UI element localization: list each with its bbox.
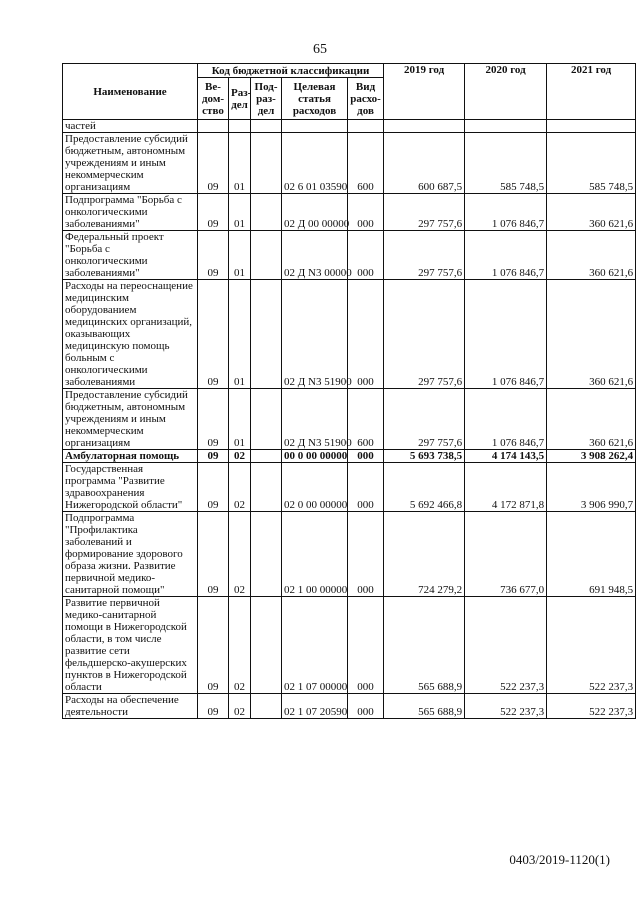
- cell-2020: 4 174 143,5: [465, 450, 547, 463]
- cell-vedomstvo: [198, 120, 229, 133]
- cell-vedomstvo: 09: [198, 694, 229, 719]
- cell-razdel: 01: [229, 231, 251, 280]
- table-row: [63, 194, 636, 231]
- cell-target-item: 02 Д N3 00000: [282, 231, 348, 280]
- table-row: [63, 597, 636, 694]
- cell-name: Развитие первичной медико-санитарной помощи в Нижегородской области, в том числе развитие сети фельдшерско-акушерских пунктов в Нижегородской области: [63, 597, 198, 694]
- cell-podrazdel: [251, 694, 282, 719]
- cell-vedomstvo: 09: [198, 231, 229, 280]
- cell-podrazdel: [251, 450, 282, 463]
- cell-2020: 1 076 846,7: [465, 280, 547, 389]
- cell-2020: 1 076 846,7: [465, 194, 547, 231]
- cell-expense-type: 000: [348, 463, 384, 512]
- cell-razdel: 01: [229, 280, 251, 389]
- cell-expense-type: 000: [348, 450, 384, 463]
- cell-target-item: 02 1 07 20590: [282, 694, 348, 719]
- cell-2021: 691 948,5: [547, 512, 636, 597]
- cell-razdel: 02: [229, 597, 251, 694]
- cell-target-item: 02 1 07 00000: [282, 597, 348, 694]
- header-podrazdel: Под- раз- дел: [251, 78, 282, 120]
- cell-razdel: [229, 120, 251, 133]
- document-code: 0403/2019-1120(1): [509, 852, 610, 867]
- cell-podrazdel: [251, 194, 282, 231]
- header-razdel: Раз- дел: [229, 78, 251, 120]
- cell-2021: 585 748,5: [547, 133, 636, 194]
- cell-2021: 522 237,3: [547, 694, 636, 719]
- cell-2019: 5 692 466,8: [384, 463, 465, 512]
- cell-2021: [547, 120, 636, 133]
- cell-expense-type: 000: [348, 231, 384, 280]
- cell-2021: 3 908 262,4: [547, 450, 636, 463]
- cell-2021: 360 621,6: [547, 280, 636, 389]
- cell-2020: 585 748,5: [465, 133, 547, 194]
- cell-2019: 724 279,2: [384, 512, 465, 597]
- cell-target-item: 02 Д N3 51900: [282, 280, 348, 389]
- cell-vedomstvo: 09: [198, 389, 229, 450]
- cell-razdel: 02: [229, 512, 251, 597]
- cell-name: частей: [63, 120, 198, 133]
- header-code-group: Код бюджетной классификации: [198, 64, 384, 78]
- cell-2020: 1 076 846,7: [465, 231, 547, 280]
- cell-podrazdel: [251, 133, 282, 194]
- cell-razdel: 01: [229, 389, 251, 450]
- cell-vedomstvo: 09: [198, 133, 229, 194]
- cell-target-item: 00 0 00 00000: [282, 450, 348, 463]
- cell-2019: [384, 120, 465, 133]
- cell-expense-type: 000: [348, 512, 384, 597]
- table-row: [63, 694, 636, 719]
- header-year-2019: 2019 год: [384, 64, 465, 120]
- cell-target-item: 02 6 01 03590: [282, 133, 348, 194]
- cell-2019: 600 687,5: [384, 133, 465, 194]
- cell-razdel: 02: [229, 450, 251, 463]
- cell-podrazdel: [251, 231, 282, 280]
- table-row: [63, 133, 636, 194]
- table-row: [63, 280, 636, 389]
- cell-name: Подпрограмма "Профилактика заболеваний и формирование здорового образа жизни. Развитие первичной медико-санитарной помощи": [63, 512, 198, 597]
- cell-2021: 360 621,6: [547, 389, 636, 450]
- cell-vedomstvo: 09: [198, 597, 229, 694]
- cell-podrazdel: [251, 389, 282, 450]
- cell-2020: 1 076 846,7: [465, 389, 547, 450]
- cell-razdel: 01: [229, 194, 251, 231]
- cell-target-item: [282, 120, 348, 133]
- cell-vedomstvo: 09: [198, 463, 229, 512]
- table-row: [63, 512, 636, 597]
- table-row: [63, 231, 636, 280]
- cell-2019: 297 757,6: [384, 231, 465, 280]
- cell-2020: 736 677,0: [465, 512, 547, 597]
- cell-expense-type: 600: [348, 133, 384, 194]
- cell-name: Амбулаторная помощь: [63, 450, 198, 463]
- cell-2019: 5 693 738,5: [384, 450, 465, 463]
- cell-2020: 522 237,3: [465, 597, 547, 694]
- cell-name: Предоставление субсидий бюджетным, автономным учреждениям и иным некоммерческим организациям: [63, 133, 198, 194]
- cell-vedomstvo: 09: [198, 450, 229, 463]
- cell-expense-type: 000: [348, 280, 384, 389]
- cell-2021: 360 621,6: [547, 194, 636, 231]
- cell-target-item: 02 0 00 00000: [282, 463, 348, 512]
- cell-podrazdel: [251, 463, 282, 512]
- cell-target-item: 02 Д 00 00000: [282, 194, 348, 231]
- cell-2019: 297 757,6: [384, 389, 465, 450]
- cell-2020: 522 237,3: [465, 694, 547, 719]
- header-year-2021: 2021 год: [547, 64, 636, 120]
- table-row: [63, 120, 636, 133]
- cell-name: Предоставление субсидий бюджетным, автономным учреждениям и иным некоммерческим организациям: [63, 389, 198, 450]
- cell-expense-type: 000: [348, 597, 384, 694]
- cell-podrazdel: [251, 280, 282, 389]
- cell-name: Государственная программа "Развитие здравоохранения Нижегородской области": [63, 463, 198, 512]
- budget-table: [62, 63, 636, 719]
- cell-vedomstvo: 09: [198, 194, 229, 231]
- cell-2020: 4 172 871,8: [465, 463, 547, 512]
- header-vedomstvo: Ве- дом- ство: [198, 78, 229, 120]
- cell-target-item: 02 1 00 00000: [282, 512, 348, 597]
- cell-podrazdel: [251, 597, 282, 694]
- cell-name: Расходы на обеспечение деятельности: [63, 694, 198, 719]
- cell-razdel: 02: [229, 694, 251, 719]
- cell-expense-type: [348, 120, 384, 133]
- cell-expense-type: 600: [348, 389, 384, 450]
- cell-2021: 360 621,6: [547, 231, 636, 280]
- header-name: Наименование: [63, 64, 198, 120]
- cell-name: Расходы на переоснащение медицинским оборудованием медицинских организаций, оказывающих медицинскую помощь больным с онкологическими заболеваниями: [63, 280, 198, 389]
- cell-name: Федеральный проект "Борьба с онкологическими заболеваниями": [63, 231, 198, 280]
- cell-2019: 297 757,6: [384, 280, 465, 389]
- header-expense-type: Вид расхо- дов: [348, 78, 384, 120]
- table-row: [63, 463, 636, 512]
- header-year-2020: 2020 год: [465, 64, 547, 120]
- header-target-item: Целевая статья расходов: [282, 78, 348, 120]
- cell-razdel: 02: [229, 463, 251, 512]
- cell-target-item: 02 Д N3 51900: [282, 389, 348, 450]
- cell-expense-type: 000: [348, 694, 384, 719]
- cell-name: Подпрограмма "Борьба с онкологическими заболеваниями": [63, 194, 198, 231]
- cell-vedomstvo: 09: [198, 280, 229, 389]
- page-number: 65: [313, 42, 327, 57]
- cell-expense-type: 000: [348, 194, 384, 231]
- cell-podrazdel: [251, 120, 282, 133]
- cell-vedomstvo: 09: [198, 512, 229, 597]
- cell-2021: 522 237,3: [547, 597, 636, 694]
- cell-2019: 565 688,9: [384, 597, 465, 694]
- cell-podrazdel: [251, 512, 282, 597]
- cell-2020: [465, 120, 547, 133]
- table-row: [63, 450, 636, 463]
- cell-2019: 297 757,6: [384, 194, 465, 231]
- cell-razdel: 01: [229, 133, 251, 194]
- cell-2021: 3 906 990,7: [547, 463, 636, 512]
- table-row: [63, 389, 636, 450]
- cell-2019: 565 688,9: [384, 694, 465, 719]
